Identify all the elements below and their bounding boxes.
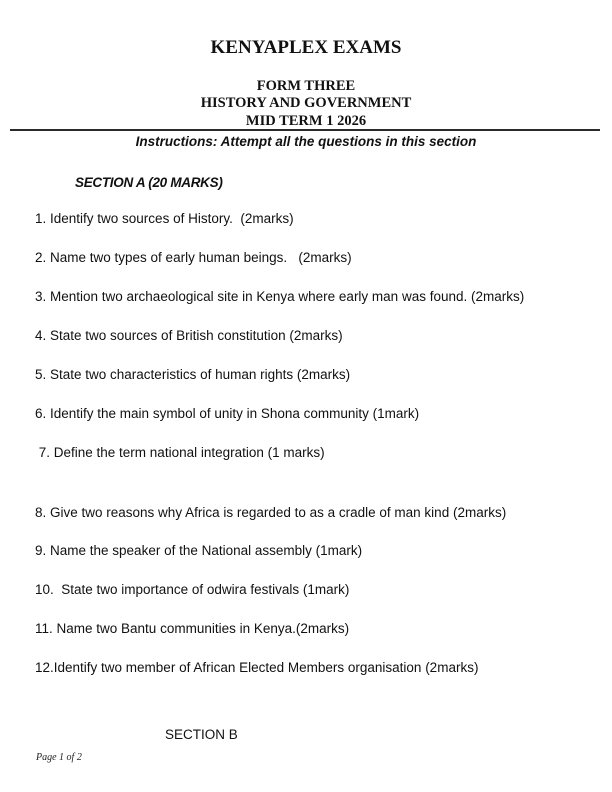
question-9: 9. Name the speaker of the National assembly (1mark) xyxy=(35,543,363,558)
section-a-heading: SECTION A (20 MARKS) xyxy=(75,175,223,190)
question-7: 7. Define the term national integration (1 marks) xyxy=(35,445,325,460)
question-5: 5. State two characteristics of human rights (2marks) xyxy=(35,367,351,382)
question-12: 12.Identify two member of African Elected Members organisation (2marks) xyxy=(35,660,479,675)
question-4: 4. State two sources of British constitution (2marks) xyxy=(35,328,343,343)
question-6: 6. Identify the main symbol of unity in Shona community (1mark) xyxy=(35,406,420,421)
question-3: 3. Mention two archaeological site in Kenya where early man was found. (2marks) xyxy=(35,289,525,304)
question-1: 1. Identify two sources of History. (2marks) xyxy=(35,211,294,226)
subject-label: HISTORY AND GOVERNMENT xyxy=(200,95,412,111)
form-label: FORM THREE xyxy=(256,78,356,94)
header-divider xyxy=(10,129,600,131)
term-label: MID TERM 1 2026 xyxy=(245,113,367,129)
section-b-heading: SECTION B xyxy=(165,727,238,742)
page-number: Page 1 of 2 xyxy=(36,752,82,763)
question-10: 10. State two importance of odwira festivals (1mark) xyxy=(35,582,350,597)
question-11: 11. Name two Bantu communities in Kenya.(2marks) xyxy=(35,621,350,636)
question-2: 2. Name two types of early human beings. (2marks) xyxy=(35,250,352,265)
question-8: 8. Give two reasons why Africa is regarded to as a cradle of man kind (2marks) xyxy=(35,505,507,520)
exam-title: KENYAPLEX EXAMS xyxy=(210,37,402,58)
instructions: Instructions: Attempt all the questions in this section xyxy=(135,134,477,149)
